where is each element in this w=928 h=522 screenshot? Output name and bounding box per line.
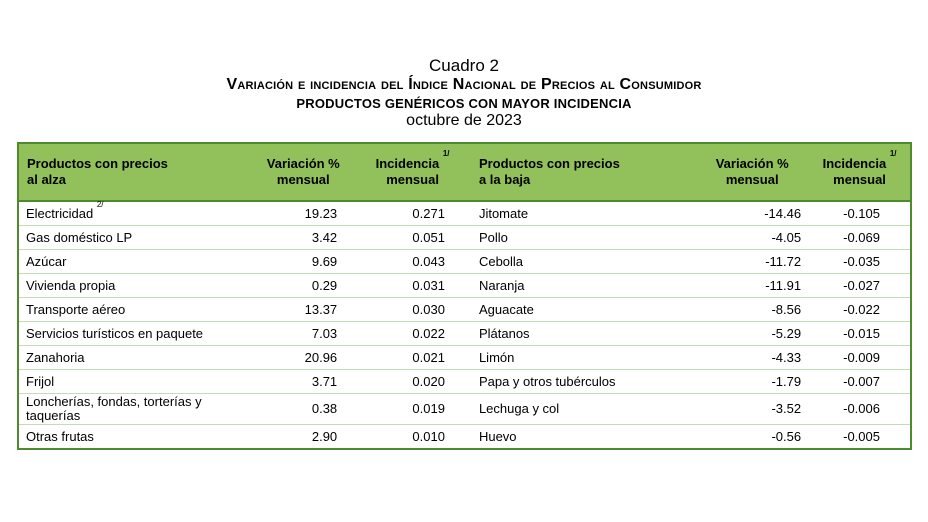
down-incidence-cell: -0.035 (809, 250, 911, 274)
up-incidence-cell: 0.030 (354, 298, 471, 322)
up-product-cell: Gas doméstico LP (18, 226, 252, 250)
table-row (18, 425, 911, 450)
down-incidence-cell: -0.015 (809, 322, 911, 346)
up-product-cell: Frijol (18, 370, 252, 394)
up-incidence-cell: 0.031 (354, 274, 471, 298)
up-variation-cell: 7.03 (252, 322, 354, 346)
up-variation-cell: 13.37 (252, 298, 354, 322)
up-incidence-cell: 0.051 (354, 226, 471, 250)
cuadro-number: Cuadro 2 (429, 56, 499, 75)
table-row (18, 346, 911, 370)
down-variation-cell: -0.56 (771, 428, 802, 444)
up-variation-cell: 19.23 (252, 201, 354, 226)
down-variation-cell: -4.05 (695, 226, 809, 250)
page-title: Variación e incidencia del Índice Nacional de Precios al Consumidor (226, 76, 702, 93)
table-row (18, 250, 911, 274)
down-variation-cell: -5.29 (695, 322, 809, 346)
down-variation-cell: -4.33 (695, 346, 809, 370)
table-row (18, 226, 911, 250)
period-label: octubre de 2023 (406, 112, 522, 129)
down-product-cell: Papa y otros tubérculos (471, 370, 695, 394)
down-incidence-cell: -0.105 (809, 201, 911, 226)
down-product-cell: Cebolla (471, 250, 695, 274)
up-product-cell: Servicios turísticos en paquete (18, 322, 252, 346)
up-incidence-cell: 0.022 (354, 322, 471, 346)
down-incidence-cell: -0.005 (843, 428, 880, 444)
down-incidence-cell: -0.006 (809, 394, 911, 425)
down-incidence-cell: -0.009 (809, 346, 911, 370)
col-header-down-product: Productos con precios a la baja (471, 143, 695, 201)
down-variation-cell: -3.52 (695, 394, 809, 425)
footnote-marker: 1/ (889, 149, 897, 158)
down-product-cell: Huevo (478, 428, 517, 444)
down-product-cell: Pollo (471, 226, 695, 250)
col-header-up-variation: Variación % mensual (252, 143, 354, 201)
table-row (18, 201, 911, 226)
footnote-marker: 2/ (96, 199, 104, 209)
down-incidence-cell: -0.027 (809, 274, 911, 298)
table-row (18, 394, 911, 425)
footnote-marker: 1/ (442, 149, 450, 158)
down-product-cell: Aguacate (471, 298, 695, 322)
table-row (18, 274, 911, 298)
table-caption (0, 56, 928, 130)
down-product-cell: Limón (471, 346, 695, 370)
down-incidence-cell: -0.069 (809, 226, 911, 250)
col-header-up-incidence: Incidencia $^{1/}$ mensual (354, 143, 471, 201)
down-variation-cell: -11.72 (695, 250, 809, 274)
down-variation-cell: -8.56 (695, 298, 809, 322)
page-subtitle: PRODUCTOS GENÉRICOS CON MAYOR INCIDENCIA (296, 96, 632, 111)
down-variation-cell: -11.91 (695, 274, 809, 298)
table-row (18, 370, 911, 394)
up-incidence-cell: 0.019 (354, 394, 471, 425)
col-header-up-product: Productos con precios al alza (18, 143, 252, 201)
down-product-cell: Lechuga y col (471, 394, 695, 425)
up-variation-cell: 0.29 (252, 274, 354, 298)
up-variation-cell: 3.71 (252, 370, 354, 394)
up-product-cell: Transporte aéreo (18, 298, 252, 322)
down-variation-cell: -14.46 (695, 201, 809, 226)
incidence-table (17, 142, 912, 450)
up-product-cell: Vivienda propia (18, 274, 252, 298)
down-incidence-cell: -0.007 (809, 370, 911, 394)
up-incidence-cell: 0.020 (354, 370, 471, 394)
table-header (18, 143, 911, 201)
col-header-down-incidence: Incidencia $^{1/}$ mensual (809, 143, 911, 201)
up-incidence-cell: 0.021 (354, 346, 471, 370)
down-variation-cell: -1.79 (695, 370, 809, 394)
table-row (18, 298, 911, 322)
up-incidence-cell: 0.010 (412, 428, 445, 444)
up-product-cell: Zanahoria (18, 346, 252, 370)
up-incidence-cell: 0.271 (354, 201, 471, 226)
up-product-cell: Otras frutas (26, 428, 94, 444)
down-incidence-cell: -0.022 (809, 298, 911, 322)
up-product-cell: Electricidad $^{2/}$ (18, 201, 252, 226)
col-header-down-variation: Variación % mensual (695, 143, 809, 201)
up-variation-cell: 2.90 (311, 428, 338, 444)
down-product-cell: Plátanos (471, 322, 695, 346)
down-product-cell: Naranja (471, 274, 695, 298)
down-product-cell: Jitomate (471, 201, 695, 226)
up-variation-cell: 20.96 (252, 346, 354, 370)
up-variation-cell: 9.69 (252, 250, 354, 274)
table-body (18, 201, 911, 449)
up-product-cell: Azúcar (18, 250, 252, 274)
table-row (18, 322, 911, 346)
up-variation-cell: 3.42 (252, 226, 354, 250)
up-incidence-cell: 0.043 (354, 250, 471, 274)
up-variation-cell: 0.38 (252, 394, 354, 425)
up-product-cell: Loncherías, fondas, torterías y taquerías (18, 394, 252, 425)
